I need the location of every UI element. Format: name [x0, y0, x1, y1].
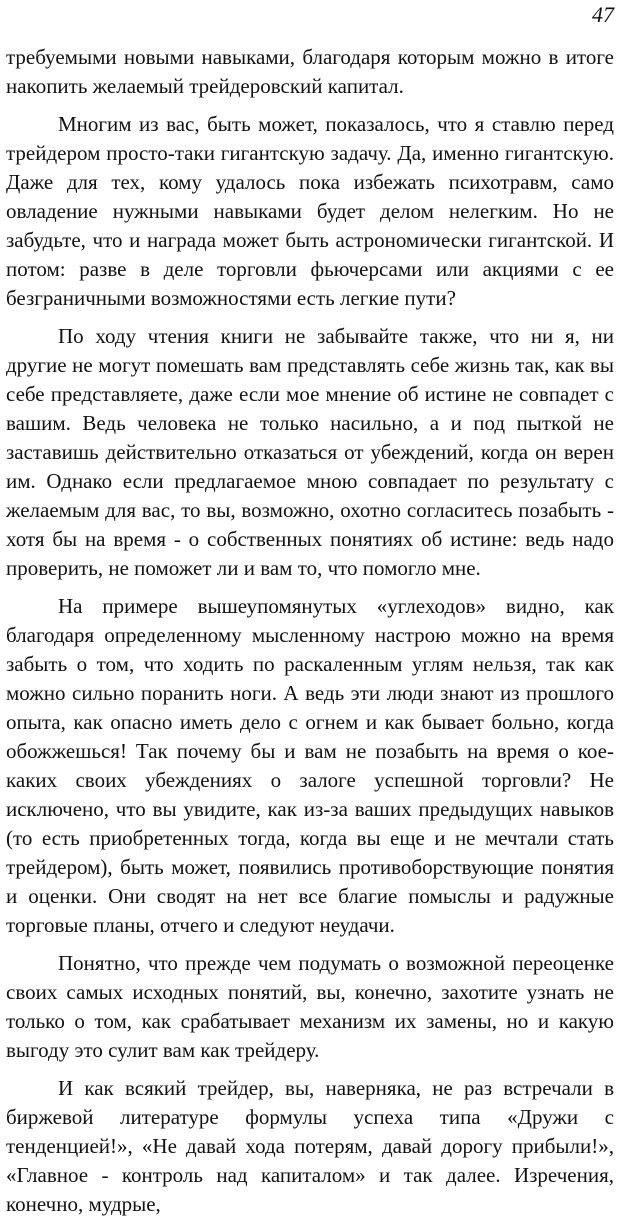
- paragraph: По ходу чтения книги не забывайте также, что ни я, ни другие не могут помешать вам представлять себе жизнь так, как вы себе представляете, даже если мое мнение об истине не совпадет с вашим. Ведь человека не только насильно, а и под пыткой не заставишь действительно отказаться от убеждений, когда он верен им. Однако если предлагаемое мною совпадает по результату с желаемым для вас, то вы, возможно, охотно согласитесь позабыть - хотя бы на время - о собственных понятиях об истине: ведь надо проверить, не поможет ли и вам то, что помогло мне.: [6, 324, 614, 580]
- paragraph: Многим из вас, быть может, показалось, что я ставлю перед трейдером просто-таки гигантскую задачу. Да, именно гигантскую. Даже для тех, кому удалось пока избежать психотравм, само овладение нужными навыками будет делом нелегким. Но не забудьте, что и награда может быть астрономически гигантской. И потом: разве в деле торговли фьючерсами или акциями с ее безграничными возможностями есть легкие пути?: [6, 112, 614, 310]
- paragraph: требуемыми новыми навыками, благодаря которым можно в итоге накопить желаемый трейдеровский капитал.: [6, 45, 614, 98]
- paragraph: И как всякий трейдер, вы, наверняка, не раз встречали в биржевой литературе формулы успеха типа «Дружи с тенденцией!», «Не давай хода потерям, давай дорогу прибыли!», «Главное - контроль над капиталом» и так далее. Изречения, конечно, мудрые,: [6, 1076, 614, 1216]
- body-text: [6, 43, 614, 1219]
- paragraph: Понятно, что прежде чем подумать о возможной переоценке своих самых исходных понятий, вы, конечно, захотите узнать не только о том, как срабатывает механизм их замены, но и какую выгоду это сулит вам как трейдеру.: [6, 951, 614, 1062]
- paragraph: На примере вышеупомянутых «углеходов» видно, как благодаря определенному мысленному настрою можно на время забыть о том, что ходить по раскаленным углям нельзя, так как можно сильно поранить ноги. А ведь эти люди знают из прошлого опыта, как опасно иметь дело с огнем и как бывает больно, когда обожжешься! Так почему бы и вам не позабыть на время о кое-каких своих убеждениях о залоге успешной торговли? Не исключено, что вы увидите, как из-за ваших предыдущих навыков (то есть приобретенных тогда, когда вы еще и не мечтали стать трейдером), быть может, появились противоборствующие понятия и оценки. Они сводят на нет все благие помыслы и радужные торговые планы, отчего и следуют неудачи.: [6, 594, 614, 937]
- page-number: 47: [592, 2, 614, 27]
